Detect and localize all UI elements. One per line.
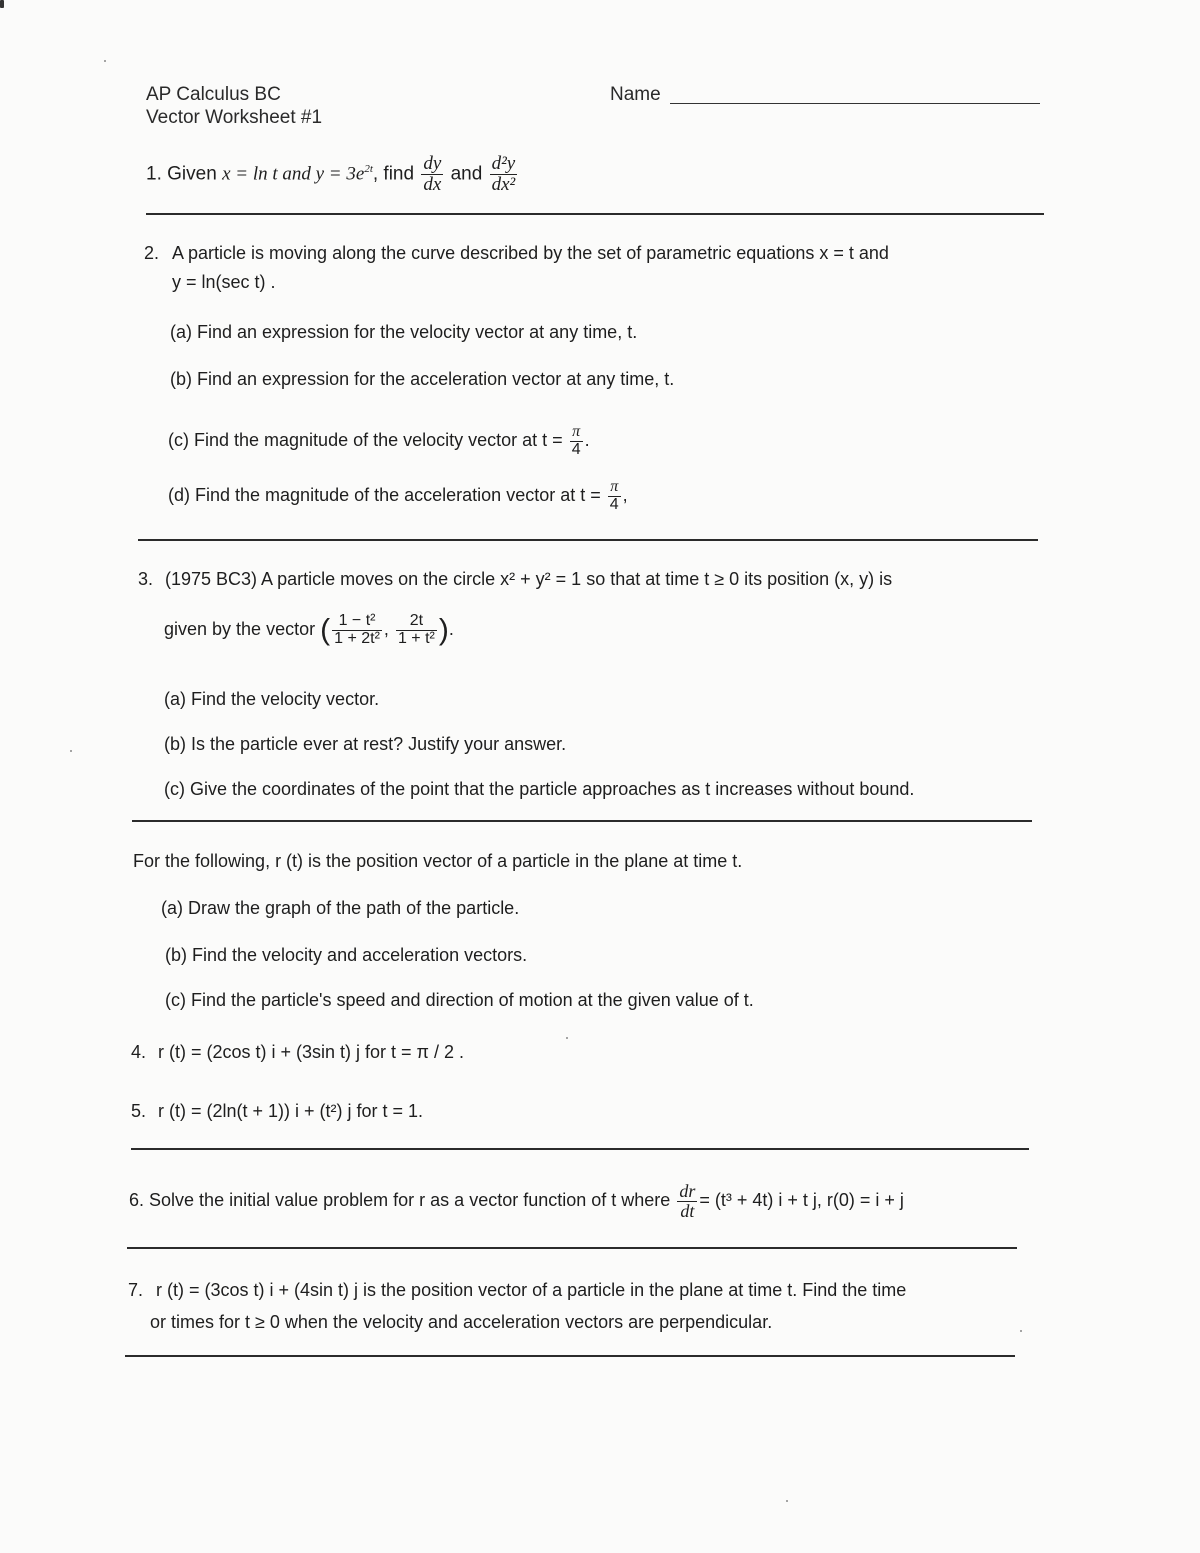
q7-number: 7. (128, 1280, 144, 1300)
q3-vector-line: given by the vector ( $\frac{\text{1 − t²}}{\text{1 + 2t²}}$ , $\frac{2t}{\text{1 + t²}}$ ). (164, 611, 454, 647)
q6-dr-dt-fraction (677, 1182, 697, 1221)
q2-line1: A particle is moving along the curve described by the set of parametric equations x = t and (172, 243, 889, 263)
q2-part-a: (a) Find an expression for the velocity vector at any time, t. (170, 322, 638, 342)
worksheet-title: Vector Worksheet #1 (146, 107, 323, 128)
q1-equation: x = ln t and y = 3e (222, 163, 365, 185)
q2-part-c: (c) Find the magnitude of the velocity vector at t = $\frac{\pi}{4}$ . (168, 422, 590, 458)
q2-part-c-text: (c) Find the magnitude of the velocity vector at t = (168, 430, 563, 450)
q3-part-c: (c) Give the coordinates of the point that the particle approaches as t increases without bound. (164, 779, 915, 799)
q1-number: 1. (146, 163, 162, 185)
q2-d-fraction (608, 479, 621, 514)
q2-part-d-text: (d) Find the magnitude of the acceleration vector at t = (168, 485, 601, 505)
scan-speck (70, 750, 72, 752)
q2-part-d: (d) Find the magnitude of the acceleration vector at t = $\frac{\pi}{4}$ , (168, 477, 628, 513)
q2-d-four: 4 (609, 495, 619, 513)
intro-part-c: (c) Find the particle's speed and direction of motion at the given value of t. (165, 990, 754, 1010)
name-label: Name (610, 84, 661, 105)
q1-and: and (450, 163, 483, 185)
q4-text: r (t) = (2cos t) i + (3sin t) j for t = π / 2 . (158, 1042, 464, 1062)
q2-c-four: 4 (571, 440, 581, 458)
q1-frac1-num: dy (423, 152, 442, 174)
intro-part-b: (b) Find the velocity and acceleration vectors. (165, 945, 528, 965)
q1-exponent: 2t (364, 163, 373, 175)
scan-speck (786, 1500, 788, 1502)
q3-y-fraction (396, 613, 437, 648)
q3-open-paren: ( (320, 613, 331, 647)
q2-part-b: (b) Find an expression for the acceleration vector at any time, t. (170, 369, 675, 389)
q3-y-num: 2t (396, 613, 437, 631)
divider-6 (125, 1355, 1015, 1357)
q3-x-fraction (332, 613, 382, 648)
q5-text: r (t) = (2ln(t + 1)) i + (t²) j for t = 1. (158, 1101, 424, 1121)
q3-line1: (1975 BC3) A particle moves on the circle x² + y² = 1 so that at time t ≥ 0 its position (x, y) is (165, 569, 893, 589)
q3-given-text: given by the vector (164, 619, 316, 639)
q1-dy-dx-fraction (421, 154, 443, 195)
scan-speck (104, 60, 106, 62)
q1-text: Given (167, 163, 217, 185)
q3-x-den: 1 + 2t² (334, 629, 380, 647)
q6-frac-den: dt (680, 1200, 695, 1221)
course-title: AP Calculus BC (146, 84, 281, 105)
q3-y-den: 1 + t² (397, 629, 435, 647)
q3-x-num: 1 − t² (332, 613, 382, 631)
divider-1 (146, 213, 1044, 215)
scan-speck (566, 1037, 568, 1039)
divider-3 (132, 820, 1032, 822)
q1-d2y-dx2-fraction (490, 154, 518, 195)
q2-d-pi: π (608, 479, 621, 497)
q3-number: 3. (138, 569, 154, 589)
q1-find: , find (372, 163, 415, 185)
q1-frac1-den: dx (423, 173, 442, 195)
q1-frac2-num: d²y (491, 152, 516, 174)
divider-4 (131, 1148, 1029, 1150)
scan-speck (1020, 1330, 1022, 1332)
question-6 (129, 1176, 904, 1224)
q2-c-fraction (570, 424, 583, 459)
q6-number: 6. (129, 1190, 145, 1210)
q5-number: 5. (131, 1101, 147, 1121)
question-1 (146, 144, 519, 199)
q2-line2: y = ln(sec t) . (172, 272, 276, 292)
q6-frac-num: dr (679, 1180, 696, 1201)
q6-text: Solve the initial value problem for r as a vector function of t where (149, 1190, 671, 1210)
scan-corner-mark (0, 0, 4, 8)
q2-number: 2. (144, 243, 160, 263)
name-blank-line[interactable] (670, 103, 1040, 104)
q7-line2: or times for t ≥ 0 when the velocity and acceleration vectors are perpendicular. (150, 1312, 773, 1332)
intro-text: For the following, r (t) is the position vector of a particle in the plane at time t. (133, 851, 743, 871)
q3-close-paren: ) (438, 613, 449, 647)
q3-part-a: (a) Find the velocity vector. (164, 689, 380, 709)
q1-frac2-den: dx² (491, 173, 516, 195)
intro-part-a: (a) Draw the graph of the path of the particle. (161, 898, 520, 918)
q4-number: 4. (131, 1042, 147, 1062)
q3-part-b: (b) Is the particle ever at rest? Justify your answer. (164, 734, 567, 754)
q7-line1: r (t) = (3cos t) i + (4sin t) j is the position vector of a particle in the plane at time t. Find the time (156, 1280, 907, 1300)
q2-c-pi: π (570, 424, 583, 442)
divider-5 (127, 1247, 1017, 1249)
divider-2 (138, 539, 1038, 541)
q6-rest: = (t³ + 4t) i + t j, r(0) = i + j (699, 1190, 904, 1210)
